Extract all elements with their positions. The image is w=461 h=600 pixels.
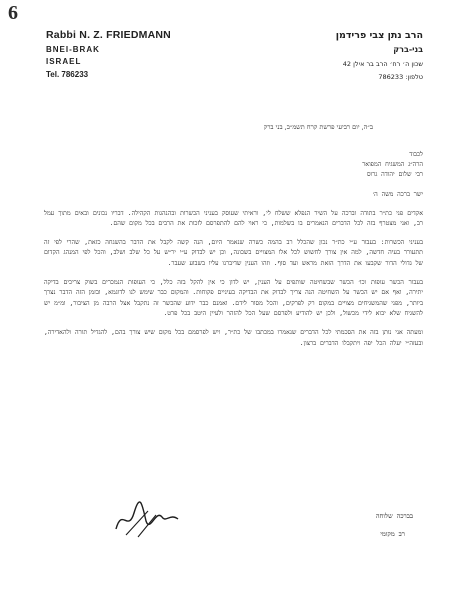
page-number-mark: 6 xyxy=(8,2,18,24)
date-line: ב״ה, יום רביעי פרשת קרח תשמ״ב, בני ברק xyxy=(263,123,373,131)
address-line: הרה״ג המשגיח המפואר xyxy=(362,161,423,168)
body-paragraph: ומעתה אני נותן בזה את הסכמתי לכל הדברים שנאמרו במכתבו של כת״ר, ויש לפרסמם בכל מקום שיש צורך בהם, להגדיל תורה ולהאדירה, ובעזה״י יעלה הכל יפה ויתקבלו הדברים ברצון. xyxy=(44,328,423,347)
address-line: רבי שלום יהודה גרוס xyxy=(367,171,423,178)
handwritten-signature xyxy=(112,499,182,539)
rabbi-name-english: Rabbi N. Z. FRIEDMANN xyxy=(46,29,171,41)
letterhead-english xyxy=(46,29,196,79)
closing-blessing: בברכה שלוחה xyxy=(375,512,413,520)
city-english: BNEI-BRAK xyxy=(46,45,100,54)
city-hebrew: בני-ברק xyxy=(393,45,423,54)
body-paragraph: בעבור הכשר עופות וכו׳ הכשר שבשחיטה שותפים על הענין, יש לדון כי אין להקל בזה כלל, כי העופות הנמכרים בשוק צריכים בדיקה יתירה, ואף אם יש הכשר על השחיטה הנה צריך לבדוק את הבדיקה בעיניים פקוחות. והמקום כבר שימש לנו לדוגמא, ובזמן הזה הדבר נצרך ביותר, מפני שהמשגיחים מצויים במקום רק לפרקים, והכל מסור לידם. ואמנם כבר ידוע שהכשר זה נתקבל אצל הרבה מן הציבור, ומ״מ יש להשגיח שלא יבוא לידי מכשול, ולכן יש להודיע ולפרסם שעל הכל להזהר ולעיין היטב בכל פרט. xyxy=(44,278,423,318)
closing-block xyxy=(201,512,421,538)
body-paragraph: אקדים פני כת״ר בתודה וברכה על השיר הנפלא ששלח לי, וראיתי שעוסק בעניני הכשרות ובהנהגות הקהילה. דבריו נכונים ובאים מתוך עמל רב, ואני מצטרף בזה לכל הדברים הנאמרים בו בשלמות, כי ראוי להם להתפרסם לזכות את הרבים בכל מקום שהם. xyxy=(44,209,423,228)
greeting: ישר ברכה משה ה׳ xyxy=(372,191,423,198)
letter-body xyxy=(44,150,423,357)
signature-name: רב מקומי xyxy=(380,530,405,538)
recipient-address xyxy=(44,150,423,180)
address-hebrew: שכון ה׳ רח׳ הרב בר אילן 42 xyxy=(342,60,423,68)
address-line: לכבוד xyxy=(409,151,423,158)
rabbi-name-hebrew: הרב נתן צבי פרידמן xyxy=(335,30,423,41)
telephone-english: Tel. 786233 xyxy=(46,70,89,79)
country-english: ISRAEL xyxy=(46,57,82,66)
letterhead-hebrew xyxy=(263,30,423,81)
telephone-hebrew: טלפון: 786233 xyxy=(378,73,423,81)
body-paragraph: בעניני הכשרות: בעבור ע״י כת״ר נכון שהכלל רב בהמה כשרה שנאמר היום, הנה קשה לקבל את הדבר בהשגחה כזאת, שהרי לפי זה תתעורר בעיה חדשה, למה אין צורך לחשוש לכל אלו המצויים בשכונה, וכן יש לבדוק ע״י יר״ש על כל שלב ושלב, והכל לפי המנהג הקדום של גדולי הדור שקבעו את הדרך הזאת מראש ועד סוף. וזהו הענין שדיברנו עליו בשבוע שעבר. xyxy=(44,238,423,267)
